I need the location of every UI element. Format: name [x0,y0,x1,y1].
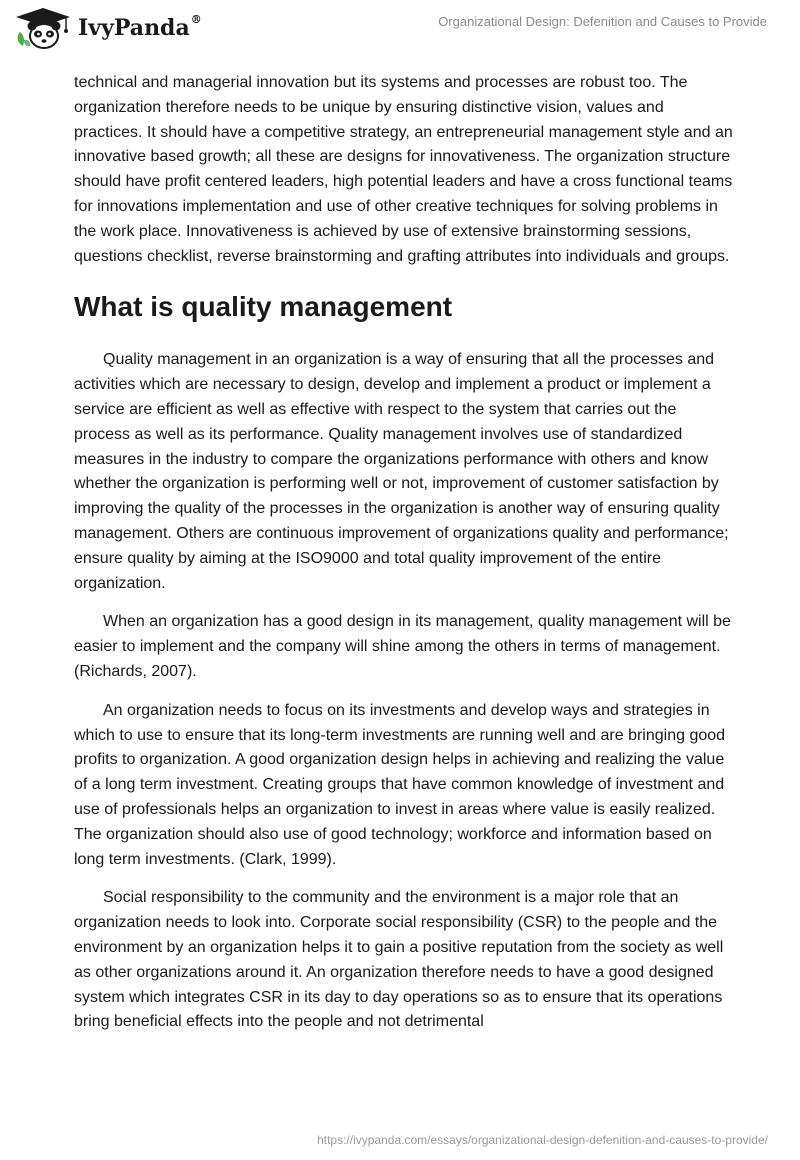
paragraph-good-design: When an organization has a good design in its management, quality management will be easier to implement and the company will shine among the others in terms of management. (Richards, 2007). [74,613,731,680]
paragraph-quality-management: Quality management in an organization is a way of ensuring that all the processes and activities which are necessary to design, develop and implement a product or implement a service are efficient as well as effective with respect to the system that carries out the process as well as its performance. Quality management involves use of standardized measures in the industry to compare the organizations performance with others and know whether the organization is performing well or not, improvement of customer satisfaction by improving the quality of the processes in the organization is another way of ensuring quality management. Others are continuous improvement of organizations quality and performance; ensure quality by aiming at the ISO9000 and total quality improvement of the entire organization. [74,351,729,592]
section-heading-quality-management: What is quality management [74,291,453,323]
logo-wordmark-text: IvyPanda [78,15,190,41]
logo-wordmark [78,15,202,41]
document-title: Organizational Design: Defenition and Causes to Provide [438,14,767,29]
panda-graduate-icon [14,6,72,50]
paragraph-investments: An organization needs to focus on its investments and develop ways and strategies in which to use to ensure that its long-term investments are running well and are bringing good profits to organization. A good organization design helps in achieving and realizing the value of a long term investment. Creating groups that have common knowledge of investment and use of professionals helps an organization to invest in areas where value is easily realized. The organization should also use of good technology; workforce and information based on long term investments. (Clark, 1999). [74,701,726,868]
paragraph-innovation-continued: technical and managerial innovation but its systems and processes are robust too. The organization therefore needs to be unique by ensuring distinctive vision, values and practices. It should have a competitive strategy, an entrepreneurial management style and an innovative based growth; all these are designs for innovativeness. The organization structure should have profit centered leaders, high potential leaders and have a cross functional teams for innovations implementation and use of other creative techniques for solving problems in the work place. Innovativeness is achieved by use of extensive brainstorming sessions, questions checklist, reverse brainstorming and grafting attributes into individuals and groups. [74,74,733,265]
registered-mark: ® [190,13,202,26]
ivypanda-logo[interactable] [14,6,202,50]
essay-content [74,71,734,1035]
paragraph-social-responsibility: Social responsibility to the community and the environment is a major role that an organization needs to look into. Corporate social responsibility (CSR) to the people and the environment by an organization helps it to gain a positive reputation from the society as well as other organizations around it. An organization therefore needs to have a good designed system which integrates CSR in its day to day operations so as to ensure that its operations bring beneficial effects into the people and not detrimental [74,889,724,1031]
page-header [0,0,800,70]
source-url[interactable]: https://ivypanda.com/essays/organizational-design-defenition-and-causes-to-provide/ [317,1133,768,1147]
